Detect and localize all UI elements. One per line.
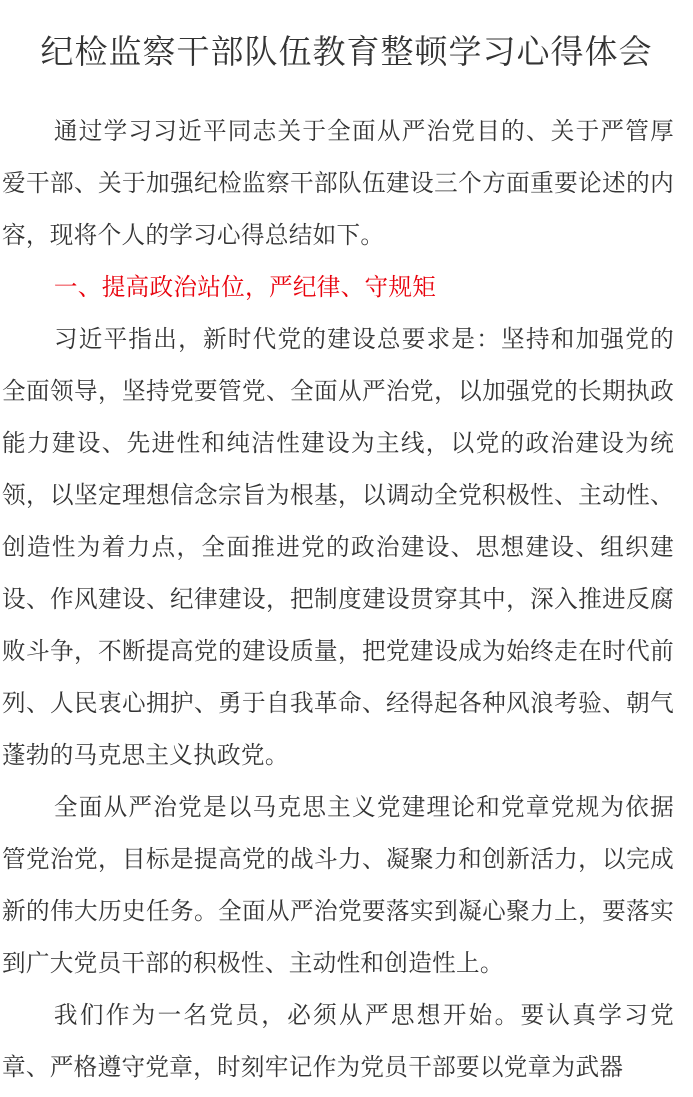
section-heading-1: 一、提高政治站位，严纪律、守规矩	[53, 273, 437, 301]
paragraph-strict-governance: 全面从严治党是以马克思主义党建理论和党章党规为依据管党治党，目标是提高党的战斗力、凝聚力和创新活力，以完成新的伟大历史任务。全面从严治党要落实到凝心聚力上，要落实到广大党员干部的积极性、主动性和创造性上。	[2, 793, 674, 977]
paragraph-party-building: 习近平指出，新时代党的建设总要求是：坚持和加强党的全面领导，坚持党要管党、全面从严治党，以加强党的长期执政能力建设、先进性和纯洁性建设为主线，以党的政治建设为统领，以坚定理想信念宗旨为根基，以调动全党积极性、主动性、创造性为着力点，全面推进党的政治建设、思想建设、组织建设、作风建设、纪律建设，把制度建设贯穿其中，深入推进反腐败斗争，不断提高党的建设质量，把党建设成为始终走在时代前列、人民衷心拥护、勇于自我革命、经得起各种风浪考验、朝气蓬勃的马克思主义执政党。	[2, 325, 674, 769]
paragraph-intro: 通过学习习近平同志关于全面从严治党目的、关于严管厚爱干部、关于加强纪检监察干部队伍建设三个方面重要论述的内容，现将个人的学习心得总结如下。	[2, 117, 674, 249]
document-body	[2, 105, 674, 1093]
document-title: 纪检监察干部队伍教育整顿学习心得体会	[40, 32, 653, 71]
paragraph-party-member: 我们作为一名党员，必须从严思想开始。要认真学习党章、严格遵守党章，时刻牢记作为党员干部要以党章为武器	[2, 1001, 674, 1081]
